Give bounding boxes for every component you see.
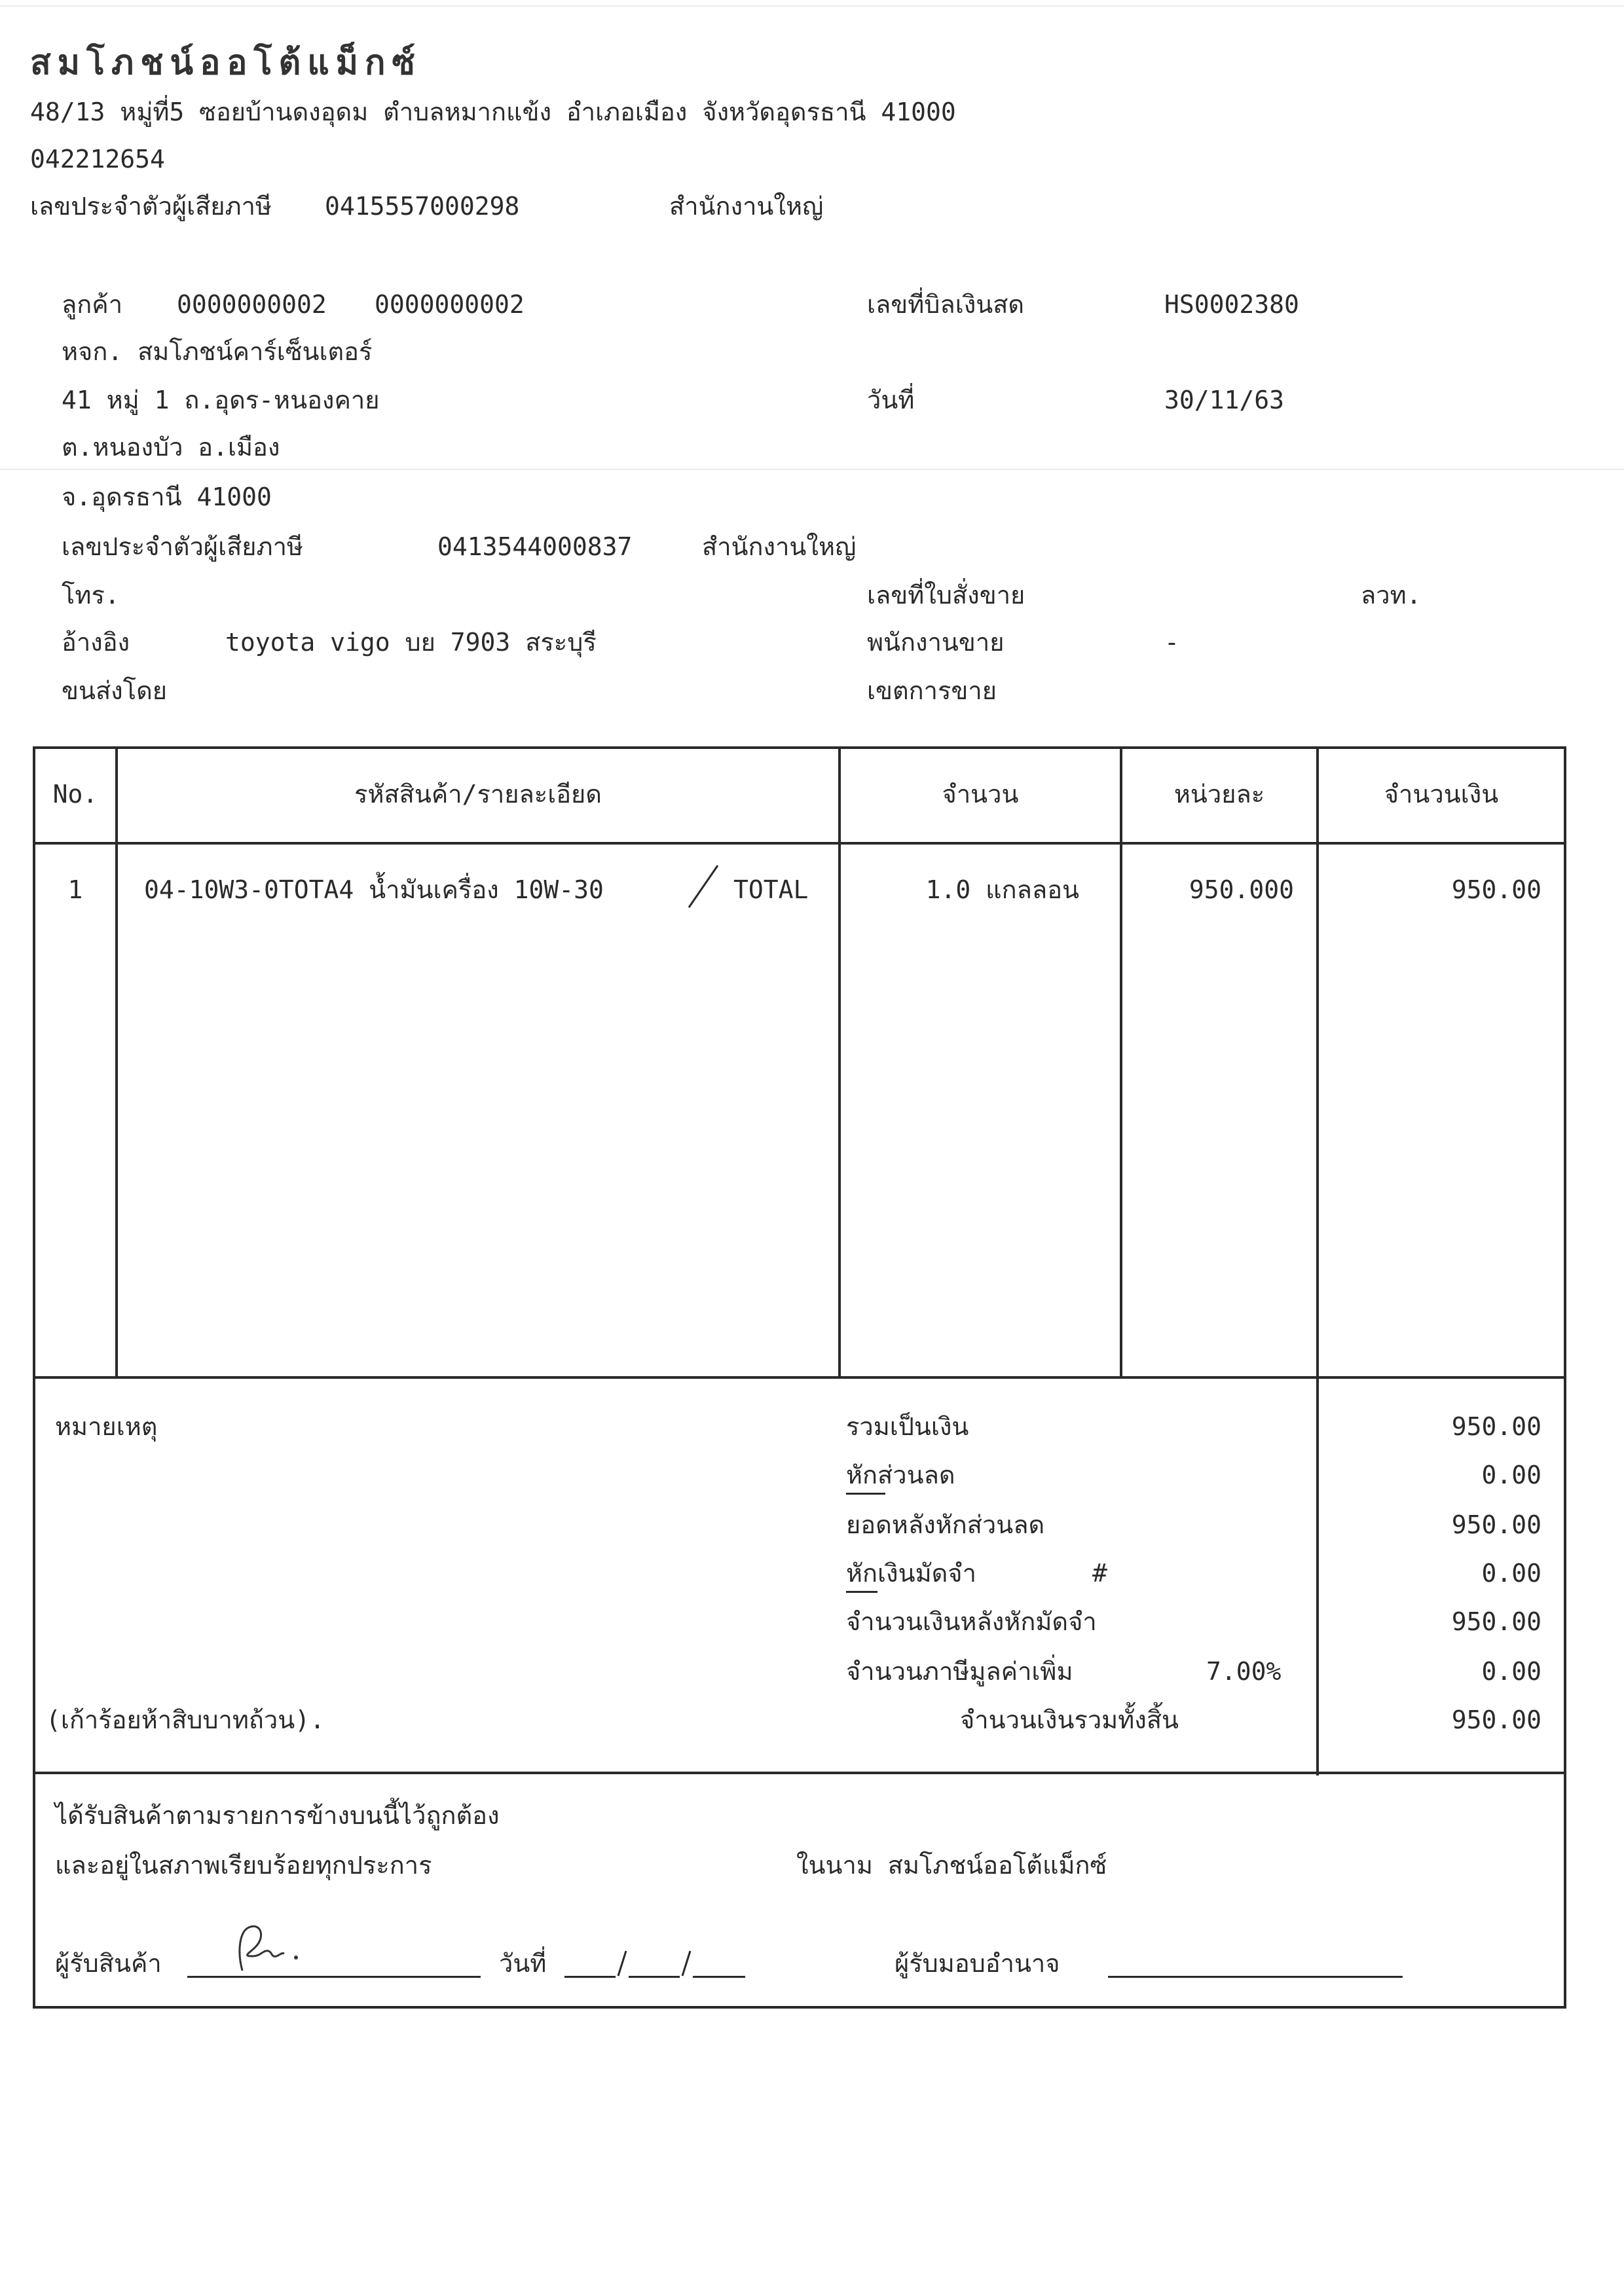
table-top-border [33, 746, 1566, 749]
amount-in-words: (เก้าร้อยห้าสิบบาทถ้วน). [46, 1705, 325, 1734]
salesperson-label: พนักงานขาย [867, 628, 1005, 657]
deposit-value: 0.00 [1481, 1559, 1541, 1588]
row-1-amount: 950.00 [1451, 875, 1541, 904]
customer-code-2: 0000000002 [375, 290, 525, 319]
receiver-label: ผู้รับสินค้า [55, 1949, 162, 1978]
receive-date-month-line [629, 1976, 680, 1978]
after-discount-label: ยอดหลังหักส่วนลด [846, 1510, 1045, 1539]
customer-address-3: จ.อุดรธานี 41000 [62, 483, 272, 511]
row-1-no: 1 [67, 875, 83, 904]
after-deposit-label: จำนวนเงินหลังหักมัดจำ [846, 1607, 1097, 1636]
authorized-signature-line [1108, 1976, 1403, 1978]
row-1-brand: TOTAL [733, 875, 809, 904]
deposit-underline [846, 1591, 877, 1593]
customer-address-1: 41 หมู่ 1 ถ.อุดร-หนองคาย [62, 386, 380, 414]
bill-date: 30/11/63 [1164, 386, 1285, 414]
header-description: รหัสสินค้า/รายละเอียด [354, 780, 602, 809]
reference-label: อ้างอิง [62, 628, 130, 657]
receive-date-label: วันที่ [499, 1949, 547, 1978]
on-behalf-of: ในนาม สมโภชน์ออโต้แม็กซ์ [796, 1851, 1107, 1880]
reference-value: toyota vigo บย 7903 สระบุรี [225, 628, 597, 657]
header-amount: จำนวนเงิน [1384, 780, 1499, 809]
header-unit-price: หน่วยละ [1173, 780, 1265, 809]
after-discount-value: 950.00 [1451, 1510, 1541, 1539]
vat-rate: 7.00% [1206, 1657, 1282, 1686]
grand-total-value: 950.00 [1451, 1705, 1541, 1734]
customer-code-1: 0000000002 [177, 290, 327, 319]
table-bottom-border [33, 1376, 1566, 1379]
subtotal-label: รวมเป็นเงิน [846, 1412, 969, 1441]
received-statement-2: และอยู่ในสภาพเรียบร้อยทุกประการ [55, 1851, 432, 1880]
receiver-signature [223, 1918, 308, 1977]
table-col-divider-qty [1120, 746, 1122, 1377]
vat-label: จำนวนภาษีมูลค่าเพิ่ม [846, 1657, 1073, 1686]
remark-label: หมายเหตุ [55, 1412, 158, 1441]
bill-number-label: เลขที่บิลเงินสด [867, 290, 1025, 319]
sales-order-value: ลวท. [1361, 581, 1422, 610]
table-right-border [1564, 746, 1566, 2009]
totals-bottom-border [33, 1772, 1566, 1774]
table-left-border [33, 746, 35, 2009]
customer-tax-id: 0413544000837 [437, 532, 633, 561]
scan-edge-line [0, 5, 1624, 7]
bill-date-label: วันที่ [867, 386, 915, 414]
seller-tax-id: 0415557000298 [325, 192, 520, 221]
authorized-label: ผู้รับมอบอำนาจ [895, 1949, 1060, 1978]
slash-mark [685, 862, 722, 911]
customer-phone-label: โทร. [62, 581, 120, 610]
after-deposit-value: 950.00 [1451, 1607, 1541, 1636]
customer-label: ลูกค้า [62, 290, 123, 319]
seller-branch: สำนักงานใหญ่ [669, 192, 824, 221]
sales-area-label: เขตการขาย [867, 676, 997, 705]
deposit-label: หักเงินมัดจำ [846, 1559, 976, 1588]
table-header-bottom-border [33, 842, 1566, 845]
seller-phone: 042212654 [30, 145, 165, 173]
footer-bottom-border [33, 2006, 1566, 2009]
shipping-label: ขนส่งโดย [62, 676, 168, 705]
header-no: No. [52, 780, 98, 809]
customer-address-2: ต.หนองบัว อ.เมือง [62, 433, 280, 462]
row-1-unit-price: 950.000 [1189, 875, 1294, 904]
deposit-mark: # [1092, 1559, 1107, 1588]
seller-name: สมโภชน์ออโต้แม็กซ์ [30, 43, 422, 82]
header-quantity: จำนวน [942, 780, 1019, 809]
discount-value: 0.00 [1481, 1461, 1541, 1489]
seller-tax-id-label: เลขประจำตัวผู้เสียภาษี [30, 192, 272, 221]
seller-address: 48/13 หมู่ที่5 ซอยบ้านดงอุดม ตำบลหมากแข้ง อำเภอเมือง จังหวัดอุดรธานี 41000 [30, 98, 956, 126]
bill-number: HS0002380 [1164, 290, 1299, 319]
table-col-divider-no [115, 746, 118, 1377]
scan-fold-line [0, 469, 1624, 470]
subtotal-value: 950.00 [1451, 1412, 1541, 1441]
sales-order-label: เลขที่ใบสั่งขาย [867, 581, 1025, 610]
customer-branch: สำนักงานใหญ่ [702, 532, 857, 561]
receive-date-year-line [693, 1976, 745, 1978]
salesperson-value: - [1164, 628, 1179, 657]
table-col-divider-desc [838, 746, 841, 1377]
grand-total-label: จำนวนเงินรวมทั้งสิ้น [960, 1705, 1179, 1734]
received-statement-1: ได้รับสินค้าตามรายการข้างบนนี้ไว้ถูกต้อง [55, 1801, 500, 1830]
receive-date-day-line [564, 1976, 616, 1978]
date-slash-1 [616, 1948, 629, 1978]
customer-tax-id-label: เลขประจำตัวผู้เสียภาษี [62, 532, 303, 561]
discount-label: หักส่วนลด [846, 1461, 955, 1489]
date-slash-2 [680, 1948, 693, 1978]
row-1-description: 04-10W3-0TOTA4 น้ำมันเครื่อง 10W-30 [144, 875, 604, 904]
vat-value: 0.00 [1481, 1657, 1541, 1686]
row-1-quantity: 1.0 แกลลอน [925, 875, 1079, 904]
customer-name: หจก. สมโภชน์คาร์เซ็นเตอร์ [62, 337, 373, 366]
discount-underline [846, 1493, 885, 1495]
